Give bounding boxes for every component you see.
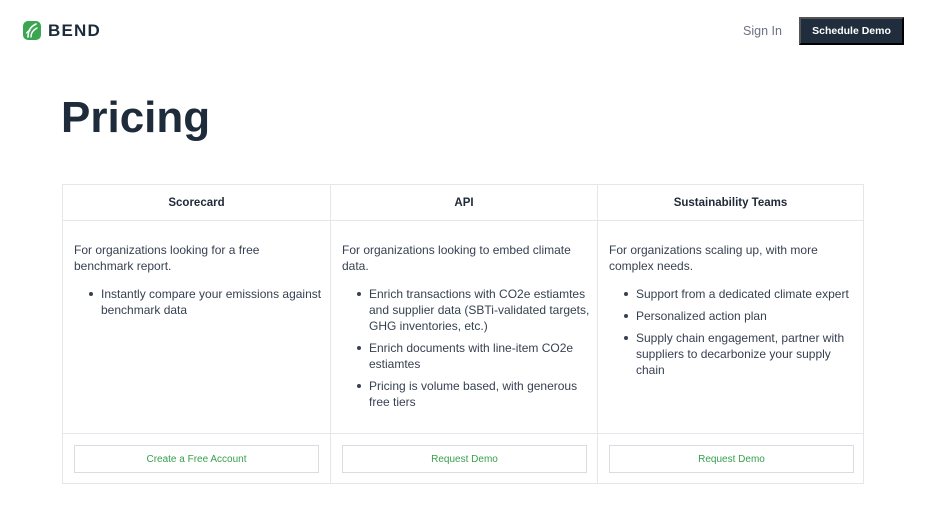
plan-feature-list: [342, 286, 590, 416]
plan-footer: [63, 433, 330, 483]
plan-column-scorecard: [63, 185, 330, 483]
plan-footer: [598, 433, 863, 483]
create-free-account-button[interactable]: Create a Free Account: [74, 445, 319, 473]
request-demo-button-teams[interactable]: Request Demo: [609, 445, 854, 473]
plan-footer: [331, 433, 597, 483]
plan-feature-list: [74, 286, 322, 324]
plan-name: Sustainability Teams: [598, 185, 863, 221]
plan-feature: Supply chain engagement, partner with suppliers to decarbonize your supply chain: [609, 330, 857, 378]
plan-feature: Support from a dedicated climate expert: [609, 286, 857, 302]
plan-description: For organizations looking for a free benchmark report.: [74, 243, 260, 273]
request-demo-button-api[interactable]: Request Demo: [342, 445, 587, 473]
logo-wordmark: BEND: [48, 21, 101, 40]
plan-name: Scorecard: [63, 185, 330, 221]
plan-column-sustainability-teams: [597, 185, 863, 483]
plan-name: API: [331, 185, 597, 221]
site-header: [0, 0, 925, 62]
plan-feature: Enrich documents with line-item CO2e estiamtes: [342, 340, 590, 372]
schedule-demo-button[interactable]: Schedule Demo: [799, 17, 904, 45]
plan-feature: Enrich transactions with CO2e estiamtes and supplier data (SBTi-validated targets, GHG inventories, etc.): [342, 286, 590, 334]
bend-logo[interactable]: [22, 20, 101, 41]
leaf-logo-icon: [22, 20, 42, 41]
plan-feature: Instantly compare your emissions against benchmark data: [74, 286, 322, 318]
plan-feature: Pricing is volume based, with generous free tiers: [342, 378, 590, 410]
pricing-table: [62, 184, 864, 484]
plan-feature: Personalized action plan: [609, 308, 857, 324]
plan-feature-list: [609, 286, 857, 384]
page-title: Pricing: [61, 93, 211, 142]
sign-in-link[interactable]: Sign In: [743, 24, 782, 38]
plan-description: For organizations looking to embed climate data.: [342, 243, 571, 273]
plan-description: For organizations scaling up, with more complex needs.: [609, 243, 818, 273]
plan-column-api: [330, 185, 597, 483]
